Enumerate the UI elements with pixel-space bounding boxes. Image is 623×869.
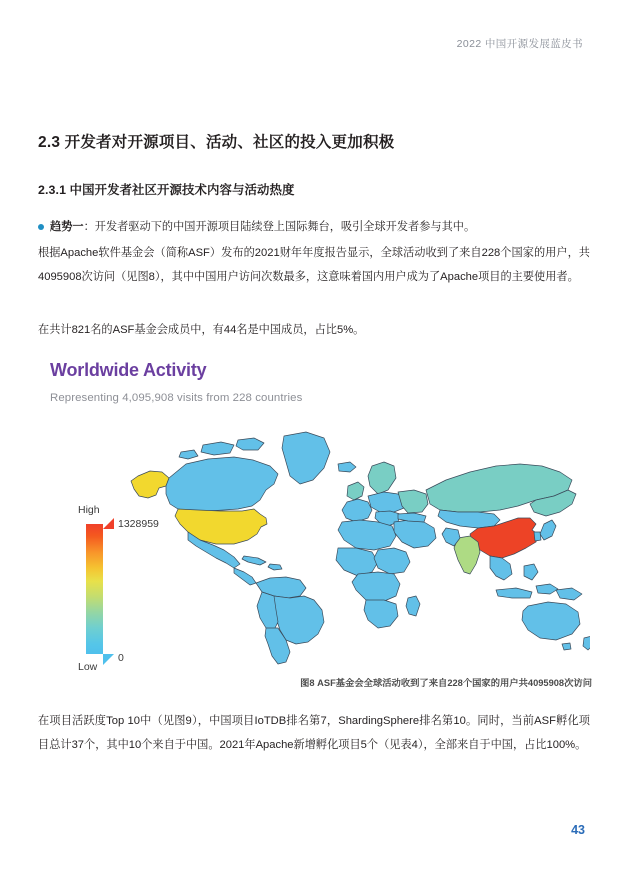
country-middle-east	[394, 520, 436, 548]
country-korea	[534, 532, 541, 541]
legend-bottom-arrow-icon	[103, 654, 114, 665]
section-heading: 2.3 开发者对开源项目、活动、社区的投入更加积极	[38, 134, 395, 151]
country-canada-arctic-1	[201, 442, 234, 455]
legend-min-value: 0	[118, 652, 124, 664]
trend-body: ：开发者驱动下的中国开源项目陆续登上国际舞台，吸引全球开发者参与其中。	[83, 221, 476, 233]
country-east-africa	[374, 548, 410, 574]
country-new-zealand	[583, 636, 590, 650]
body-paragraph-3: 在项目活跃度Top 10中（见图9），中国项目IoTDB排名第7，ShardingSphere排名第10。同时，当前ASF孵化项目总计37个，其中10个来自于中国。2021年Apache新增孵化项目5个（见表4），全部来自于中国，占比100%。	[38, 715, 590, 751]
country-eastern-europe	[398, 490, 428, 513]
country-uk-ireland	[347, 482, 364, 500]
country-india	[454, 536, 480, 574]
body-paragraph-2: 在共计821名的ASF基金会成员中，有44名是中国成员，占比5%。	[38, 324, 365, 336]
country-cuba	[242, 556, 266, 565]
country-iceland	[338, 462, 356, 472]
country-scandinavia	[368, 462, 396, 494]
country-australia	[522, 602, 580, 640]
trend-label: 趋势一	[50, 221, 84, 233]
country-north-africa	[338, 520, 396, 550]
figure-worldwide-activity	[38, 352, 590, 692]
running-header: 2022 中国开源发展蓝皮书	[456, 38, 583, 50]
legend-max-value: 1328959	[118, 518, 159, 530]
page-number: 43	[571, 823, 585, 837]
country-canada	[166, 457, 278, 511]
country-new-guinea	[556, 588, 582, 600]
body-paragraph-1: 根据Apache软件基金会（简称ASF）发布的2021财年年度报告显示，全球活动收到了来自228个国家的用户，共4095908次访问（见图8），其中中国用户访问次数最多，这意味着国内用户成为了Apache项目的主要使用者。	[38, 247, 590, 283]
figure-caption: 图8 ASF基金会全球活动收到了来自228个国家的用户共4095908次访问	[300, 678, 592, 688]
legend-gradient-bar	[86, 524, 103, 654]
bullet-icon	[38, 224, 44, 230]
country-tasmania	[562, 643, 571, 650]
legend-top-arrow-icon	[103, 518, 114, 529]
country-madagascar	[406, 596, 420, 616]
country-central-america	[234, 568, 256, 585]
trend-callout	[38, 217, 598, 237]
country-alaska	[131, 471, 169, 498]
figure-title: Worldwide Activity	[50, 360, 207, 380]
country-kazakhstan-centralasia	[438, 510, 500, 528]
country-philippines	[524, 564, 538, 580]
country-japan	[540, 520, 556, 540]
country-greenland	[282, 432, 330, 484]
map-legend	[76, 504, 176, 684]
country-canada-arctic-2	[236, 438, 264, 450]
country-indonesia-2	[536, 584, 558, 594]
country-southern-africa	[364, 600, 398, 628]
country-southeast-asia	[490, 556, 512, 580]
legend-high-label: High	[78, 504, 100, 516]
country-indonesia-1	[496, 588, 532, 598]
country-west-africa	[336, 548, 378, 576]
legend-low-label: Low	[78, 661, 98, 673]
country-central-africa	[352, 572, 400, 602]
figure-subtitle: Representing 4,095,908 visits from 228 countries	[50, 392, 303, 404]
country-hispaniola	[268, 564, 282, 570]
country-canada-arctic-3	[179, 450, 198, 459]
subsection-heading: 2.3.1 中国开发者社区开源技术内容与活动热度	[38, 183, 295, 197]
country-france-iberia	[342, 499, 372, 522]
trend-text	[50, 217, 475, 237]
